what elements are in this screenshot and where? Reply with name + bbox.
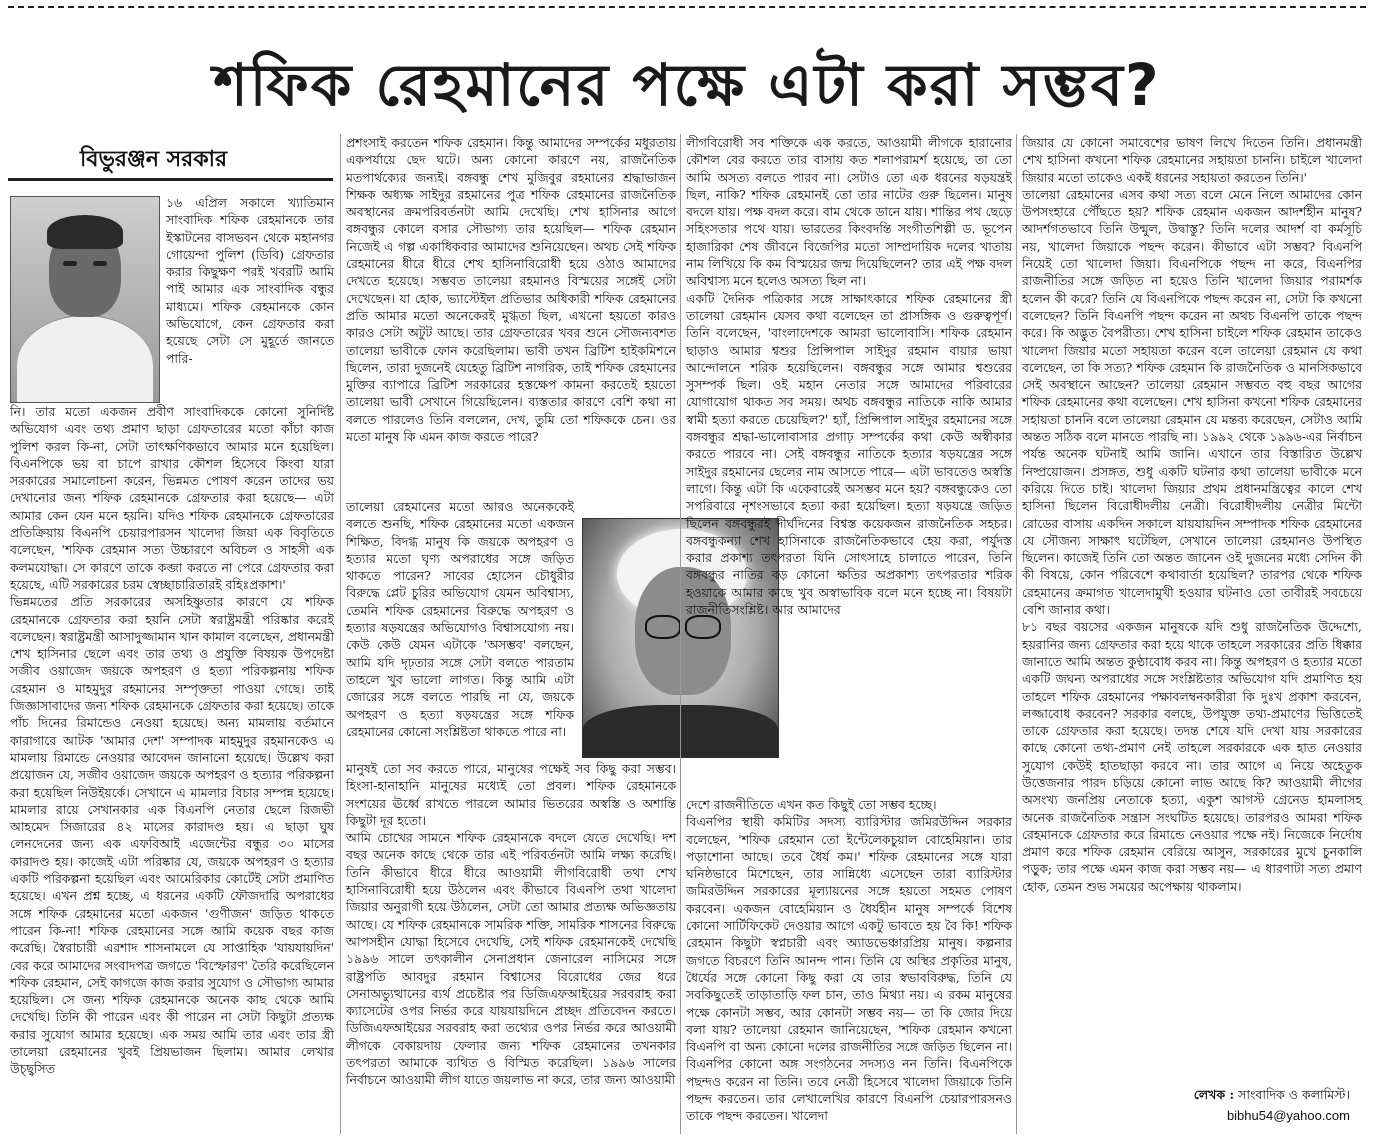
column-divider xyxy=(340,134,341,1134)
paragraph: লীগবিরোধী সব শক্তিকে এক করতে, আওয়ামী লীগকে হারানোর কৌশল বের করতে তার বাসায় কত শলাপরামর্শ হয়েছে, তা তো আমি অসত্য বলতে পারব না। সেটাও তো এক ধরনের ষড়যন্ত্রই ছিল, নাকি? শফিক রেহমানই তো তার নাটের গুরু ছিলেন। মানুষ বদলে যায়। পক্ষ বদল করে। বাম থেকে ডানে যায়। শান্তির পথ ছেড়ে সহিংসতার পথে যায়। ভারতের কিংবদন্তি সংগীতশিল্পী ড. ভূপেন হাজারিকা শেষ জীবনে বিজেপির মতো সাম্প্রদায়িক দলের খাতায় নাম লিখিয়ে কি কম বিস্ময়ের জন্ম দিয়েছিলেন? তার এই পক্ষ বদল অবিশ্বাস্য মনে হলেও অসত্য ছিল না। xyxy=(686,135,1012,289)
author-credit xyxy=(1130,1087,1350,1107)
paragraph: দেশে রাজনীতিতে এখন কত কিছুই তো সম্ভব হচ্ছে। xyxy=(686,797,937,812)
glasses-lens xyxy=(685,615,721,639)
author-photo-hair xyxy=(47,215,123,249)
column-divider xyxy=(680,134,681,1134)
paragraph: নি। তার মতো একজন প্রবীণ সাংবাদিককে কোনো সুনির্দিষ্ট অভিযোগ এবং তথ্য প্রমাণ ছাড়া গ্রেফতারের মতো কাঁচা কাজ পুলিশ করল কি-না, সেটা তাৎক্ষণিকভাবে আমার মনে হয়েছিল। বিএনপিকে ভয় বা চাপে রাখার কৌশল হিসেবে কিংবা যারা সরকারের সমালোচনা করেন, ভিন্নমত পোষণ করেন তাদের ভয় দেখানোর জন্য শফিক রেহমানকে গ্রেফতার করা হয়েছে— এটা আমার কেন যেন মনে হয়নি। যদিও শফিক রেহমানকে গ্রেফতারের প্রতিক্রিয়ায় বিএনপি চেয়ারপারসন খালেদা জিয়া এক বিবৃতিতে বলেছেন, 'শফিক রেহমান সত্য উচ্চারণে অবিচল ও সাহসী এক কলমযোদ্ধা। সে কারণে তাকে কব্জা করতে না পেরে গ্রেফতার করা হয়েছে, এটি সরকারের চরম স্বেচ্ছাচারিতারই বহিঃপ্রকাশ।' xyxy=(10,404,334,592)
author-photo xyxy=(10,196,160,403)
byline: বিভুরঞ্জন সরকার xyxy=(80,147,228,172)
paragraph: তালেয়া রেহমানের মতো আরও অনেককেই বলতে শুনছি, শফিক রেহমানের মতো একজন শিক্ষিত, বিদগ্ধ মানুষ কি জয়কে অপহরণ ও হত্যার মতো ঘৃণ্য অপরাধের সঙ্গে জড়িত থাকতে পারেন? সাবের হোসেন চৌধুরীর বিরুদ্ধে প্লেট চুরির অভিযোগ যেমন অবিশ্বাস্য, তেমনি শফিক রেহমানের বিরুদ্ধে অপহরণ ও হত্যার ষড়যন্ত্রের অভিযোগও বিশ্বাসযোগ্য নয়। কেউ কেউ যেমন এটাকে 'অসম্ভব' বলছেন, আমি যদি দৃঢ়তার সঙ্গে সেটা বলতে পারতাম তাহলে খুব ভালো লাগত। কিন্তু আমি এটা জোরের সঙ্গে বলতে পারছি না যে, জয়কে অপহরণ ও হত্যা ষড়যন্ত্রের সঙ্গে শফিক রেহমানের কোনো সংশ্লিষ্টতা থাকতে পারে না। xyxy=(346,499,574,739)
column-2-mid xyxy=(346,498,574,740)
column-2-top xyxy=(346,134,676,445)
column-1 xyxy=(10,403,334,1078)
column-2-low xyxy=(346,760,676,1089)
column-1-intro xyxy=(166,194,334,367)
paragraph: প্রশংসাই করতেন শফিক রেহমান। কিন্তু আমাদের সম্পর্কের মধুরতায় একপর্যায়ে ছেদ ঘটে। অন্য কোনো কারণে নয়, রাজনৈতিক মতপার্থক্যের জন্যই। বঙ্গবন্ধু শেখ মুজিবুর রহমানের শ্রদ্ধাভাজন শিক্ষক অধ্যক্ষ সাইদুর রহমানের পুত্র শফিক রেহমানের রাজনৈতিক অবস্থানের ক্রমপরিবর্তনটা আমি দেখেছি। শেখ হাসিনার আগে বঙ্গবন্ধুর কোলে বসার সৌভাগ্য তার হয়েছিল— শফিক রেহমান নিজেই এ গল্প একাধিকবার আমাদের শুনিয়েছেন। অথচ সেই শফিক রেহমানের ধীরে ধীরে শেখ হাসিনাবিরোধী হয়ে ওঠাও আমাদের দেখতে হয়েছে। সম্ভবত তালেয়া রহমানও বিস্ময়ের সঙ্গেই সেটা দেখেছেন। যা হোক, ভ্যাস্টেইল প্রতিভার অধিকারী শফিক রেহমানের প্রতি আমার মতো অনেকেরই মুগ্ধতা ছিল, এখনো হয়তো কারও কারও সেটা অটুট আছে। তার গ্রেফতারের খবর শুনে সৌজন্যবশত তালেয়া ভাবীকে ফোন করেছিলাম। ভাবী তখন ব্রিটিশ হাইকমিশনে ছিলেন, তারা দুজনেই যেহেতু ব্রিটিশ নাগরিক, তাই শফিক রেহমানের মুক্তির ব্যাপারে ব্রিটিশ সরকারের হস্তক্ষেপ কামনা করতেই হয়তো তালেয়া ভাবী সেখানে গিয়েছিলেন। ব্যস্ততার কারণে বেশি কথা না বলতে পারলেও তিনি বললেন, দেখ, তুমি তো শফিককে চেন। ওর মতো মানুষ কি এমন কাজ করতে পারে? xyxy=(346,135,676,445)
top-dashed-rule xyxy=(8,6,1366,8)
author-photo-shirt xyxy=(17,315,153,403)
intro-paragraph: ১৬ এপ্রিল সকালে খ্যাতিমান সাংবাদিক শফিক রেহমানকে তার ইস্কাটনের বাসভবন থেকে মহানগর গোয়েন্দা পুলিশ (ডিবি) গ্রেফতার করার কিছুক্ষণ পরই খবরটি আমি পাই আমার এক সাংবাদিক বন্ধুর মাধ্যমে। শফিক রেহমানকে কোন অভিযোগে, কেন গ্রেফতার করা হয়েছে সেটা সে মুহূর্তে জানতে পারি- xyxy=(166,195,334,366)
paragraph: ৮১ বছর বয়সের একজন মানুষকে যদি শুধু রাজনৈতিক উদ্দেশ্যে, হয়রানির জন্য গ্রেফতার করা হয়ে থাকে তাহলে সরকারের প্রতি ধিক্কার জানাতে আমি অন্তত কুণ্ঠাবোধ করব না। কিন্তু অপহরণ ও হত্যার মতো একটি জঘন্য অপরাধের সঙ্গে সংশ্লিষ্টতার অভিযোগ যদি প্রমাণিত হয় তাহলে শফিক রেহমানের পক্ষাবলম্বনকারীরা কি দুঃখ প্রকাশ করবেন, লজ্জাবোধ করবেন? সরকার বলছে, উপযুক্ত তথ্য-প্রমাণের ভিত্তিতেই তাকে গ্রেফতার করা হয়েছে। তদন্ত শেষে যদি দেখা যায় সরকারের কাছে কোনো তথ্য-প্রমাণ নেই তাহলে সরকারকে এক হাত নেওয়ার সুযোগ কেউই হাতছাড়া করবে না। তার আগে এ নিয়ে অহেতুক উত্তেজনার পারদ চড়িয়ে কোনো লাভ আছে কি? আওয়ামী লীগের অসংখ্য জনপ্রিয় নেতাকে হত্যা, একুশ আগস্ট গ্রেনেড হামলাসহ অনেক রাজনৈতিক সন্ত্রাস সংঘটিত হয়েছে। তারপরও আমরা শফিক রেহমানকে গ্রেফতার করে রিমান্ডে নেওয়ার পক্ষে নই। নিজেকে নির্দোষ প্রমাণ করে শফিক রেহমান বেরিয়ে আসুন, সরকারের মুখে চুনকালি পড়ুক; তার পক্ষে এমন কাজ করা সম্ভব নয়— এ ধারণাটা সত্য প্রমাণ হোক, তেমন শুভ সময়ের অপেক্ষায় থাকলাম। xyxy=(1022,619,1362,894)
column-4 xyxy=(1022,134,1362,895)
author-description: সাংবাদিক ও কলামিস্ট। xyxy=(1238,1087,1350,1102)
paragraph: মানুষই তো সব করতে পারে, মানুষের পক্ষেই সব কিছু করা সম্ভব। হিংসা-হানাহানি মানুষের মধ্যেই তো প্রবল। শফিক রেহমানকে সংশয়ের ঊর্ধ্বে রাখতে পারলে আমার ভিতরের অস্বস্তি ও অশান্তি কিছুটা দূর হতো। xyxy=(346,761,676,828)
glasses-lens xyxy=(645,615,681,639)
column-3-top xyxy=(686,134,1012,618)
paragraph: ভিন্নমতের প্রতি সরকারের অসহিষ্ণুতার কারণে যে শফিক রেহমানকে গ্রেফতার করা হয়নি সেটা স্বরাষ্ট্রমন্ত্রী পরিষ্কার করেই বলেছেন। স্বরাষ্ট্রমন্ত্রী আসাদুজ্জামান খান কামাল বলেছেন, প্রধানমন্ত্রী শেখ হাসিনার ছেলে এবং তার তথ্য ও প্রযুক্তি বিষয়ক উপদেষ্টা সজীব ওয়াজেদ জয়কে অপহরণ ও হত্যা পরিকল্পনায় শফিক রেহমান ও মাহমুদুর রহমানের সম্পৃক্ততা পাওয়া গেছে। তাই জিজ্ঞাসাবাদের জন্য শফিক রেহমানকে গ্রেফতার করা হয়েছে। তাকে পাঁচ দিনের রিমান্ডেও নেওয়া হয়েছে। অন্য মামলায় বর্তমানে কারাগারে আটক 'আমার দেশ' সম্পাদক মাহমুদুর রহমানকেও এ মামলায় রিমান্ডে নেওয়ার আবেদন জানানো হয়েছে। উল্লেখ করা প্রয়োজন যে, সজীব ওয়াজেদ জয়কে অপহরণ ও হত্যার পরিকল্পনা করা হয়েছিল নিউইয়র্কে। সেখানে এ মামলার বিচার সম্পন্ন হয়েছে। মামলার রায়ে সেখানকার এক বিএনপি নেতার ছেলে রিজভী আহমেদ সিজারের ৪২ মাসের কারাদণ্ড হয়। এ ছাড়া ঘুষ লেনদেনের জন্য এক এফবিআই এজেন্টের বন্ধুর ৩০ মাসের কারাদণ্ড হয়। কাজেই এটা পরিষ্কার যে, জয়কে অপহরণ ও হত্যার একটি পরিকল্পনা হয়েছিল এবং আমেরিকার কোর্টেই সেটা প্রমাণিত হয়েছে। এখন প্রশ্ন হচ্ছে, এ ধরনের একটি ফৌজদারি অপরাধের সঙ্গে শফিক রেহমানের মতো একজন 'গুণীজন' জড়িত থাকতে পারেন কি-না! শফিক রেহমানের সঙ্গে আমি কয়েক বছর কাজ করেছি। স্বৈরাচারী এরশাদ শাসনামলে যে সাপ্তাহিক 'যায়যায়দিন' বের করে আমাদের সংবাদপত্র জগতে 'বিস্ফোরণ' তৈরি করেছিলেন শফিক রেহমান, সেই কাগজে কাজ করার সুযোগ ও সৌভাগ্য আমার হয়েছিল। সে জন্য শফিক রেহমানকে অনেক কাছ থেকে আমি দেখেছি। তিনি কী পারেন এবং কী পারেন না সেটা কিছুটা প্রত্যক্ষ করার সুযোগ আমার হয়েছে। এক সময় আমি তার এবং তার স্ত্রী তালেয়া রেহমানের খুবই প্রিয়ভাজন ছিলাম। আমার লেখার উচ্ছ্বসিত xyxy=(10,594,334,1077)
column-3-low xyxy=(686,796,1012,1125)
author-photo-eye xyxy=(93,261,107,266)
paragraph: তালেয়া রেহমানের এসব কথা সত্য বলে মেনে নিলে আমাদের কোন উপসংহারে পৌঁছতে হয়? শফিক রেহমান একজন আদর্শহীন মানুষ? আদর্শগতভাবে তিনি উন্মুল, উদ্বাস্তু? তিনি দলের আদর্শ বা কর্মসূচি নয়, খালেদা জিয়াকে পছন্দ করেন। কীভাবে এটা সম্ভব? বিএনপি নিয়েই তো খালেদা জিয়া। বিএনপিকে পছন্দ না করে, বিএনপির রাজনীতির সঙ্গে জড়িত না হয়েও তিনি খালেদা জিয়ার পরামর্শক হলেন কী করে? তিনি যে বিএনপিকে পছন্দ করেন না, সেটা কি কখনো বলেছেন? তিনি বিএনপি পছন্দ করেন না অথচ বিএনপি তাকে পছন্দ করে। কি অদ্ভুত বৈপরীত্য। শেখ হাসিনা চাইলে শফিক রেহমান তাকেও খালেদা জিয়ার মতো সহায়তা করেন বলে তালেয়া রেহমান যে কথা বলেছেন, তা কি সত্য? শফিক রেহমান কি রাজনৈতিক ও মানসিকভাবে সেই অবস্থানে আছেন? তালেয়া রেহমান সম্ভবত বহু বছর আগের শফিক রেহমানের কথা বলেছেন। শেখ হাসিনা কখনো শফিক রেহমানের সহায়তা চাননি বলে তালেয়া রেহমান যে মন্তব্য করেছেন, সেটাও আমি অন্তত সঠিক বলে মানতে পারছি না। ১৯৯২ থেকে ১৯৯৬-এর নির্বাচন পর্যন্ত অনেক ঘটনাই আমি জানি। এখানে তার বিস্তারিত উল্লেখ নিষ্প্রয়োজন। প্রসঙ্গত, শুধু একটি ঘটনার কথা তালেয়া ভাবীকে মনে করিয়ে দিতে চাই। খালেদা জিয়ার প্রথম প্রধানমন্ত্রিত্বের কালে শেখ হাসিনা ছিলেন বিরোধীদলীয় নেত্রী। বিরোধীদলীয় নেত্রীর মিন্টো রোডের বাসায় একদিন সকালে যায়যায়দিন সম্পাদক শফিক রেহমানের যে সৌজন্য সাক্ষাৎ ঘটেছিল, সেখানে তালেয়া রেহমানও উপস্থিত ছিলেন। কাজেই তিনি তো অন্তত জানেন ওই দুজনের মধ্যে সেদিন কী কী বিষয়ে, কোন পরিবেশে কথাবার্তা হয়েছিল? তারপর থেকে শফিক রেহমানের ক্রমাগত খালেদামুখী হওয়ার ঘটনাও তো তাবীরই সবচেয়ে বেশি জানার কথা। xyxy=(1022,186,1362,618)
paragraph: জিয়ার যে কোনো সমাবেশের ভাষণ লিখে দিতেন তিনি। প্রধানমন্ত্রী শেখ হাসিনা কখনো শফিক রেহমানের সহায়তা চাননি। চাইলে খালেদা জিয়ার মতো তাকেও একই ধরনের সহায়তা করতেন তিনি।' xyxy=(1022,135,1362,185)
column-divider xyxy=(1016,134,1017,1134)
paragraph: আমি চোখের সামনে শফিক রেহমানকে বদলে যেতে দেখেছি। দশ বছর অনেক কাছে থেকে তার এই পরিবর্তনটা আমি লক্ষ্য করেছি। তিনি কীভাবে ধীরে ধীরে আওয়ামী লীগবিরোধী তথা শেখ হাসিনাবিরোধী হয়ে উঠলেন এবং কীভাবে বিএনপি তথা খালেদা জিয়ার অনুরাগী হয়ে উঠলেন, সেটা তো আমার প্রত্যক্ষ অভিজ্ঞতায় আছে। যে শফিক রেহমানকে সামরিক শক্তি, সামরিক শাসনের বিরুদ্ধে আপসহীন যোদ্ধা হিসেবে দেখেছি, সেই শফিক রেহমানকেই দেখেছি ১৯৯৬ সালে তৎকালীন সেনাপ্রধান জেনারেল নাসিমের সঙ্গে রাষ্ট্রপতি আবদুর রহমান বিশ্বাসের বিরোধের জের ধরে সেনাঅভ্যুত্থানের ব্যর্থ প্রচেষ্টার পর ডিজিএফআইয়ের সরবরাহ করা ক্যাসেটের ওপর নির্ভর করে যায়যায়দিনে প্রচ্ছদ প্রতিবেদন করতে। ডিজিএফআইয়ের সরবরাহ করা তথ্যের ওপর নির্ভর করে আওয়ামী লীগকে বেকায়দায় ফেলার জন্য শফিক রেহমানের তখনকার তৎপরতা আমাকে ব্যথিত ও বিস্মিত করেছিল। ১৯৯৬ সালের নির্বাচনে আওয়ামী লীগ যাতে জয়লাভ না করে, তার জন্য আওয়ামী xyxy=(346,830,676,1088)
author-email[interactable]: bibhu54@yahoo.com xyxy=(1226,1108,1350,1123)
headline: শফিক রেহমানের পক্ষে এটা করা সম্ভব? xyxy=(213,51,1161,119)
author-label: লেখক : xyxy=(1193,1087,1235,1102)
author-photo-eye xyxy=(63,261,77,266)
paragraph: একটি দৈনিক পত্রিকার সঙ্গে সাক্ষাৎকারে শফিক রেহমানের স্ত্রী তালেয়া রেহমান যেসব কথা বলেছেন তা প্রাসঙ্গিক ও গুরুত্বপূর্ণ। তিনি বলেছেন, 'বাংলাদেশকে আমরা ভালোবাসি। শফিক রেহমান ছাড়াও আমার শ্বশুর প্রিন্সিপাল সাইদুর রহমান বায়ার ভায়া আন্দোলনে শরিক হয়েছিলেন। বঙ্গবন্ধুর সঙ্গে আমার শ্বশুরের সুসম্পর্ক ছিল। ওই মহান নেতার সঙ্গে আমাদের পরিবারের যোগাযোগ থাকত সব সময়। অথচ বঙ্গবন্ধুর নাতিকে নাকি আমার স্বামী হত্যা করতে চেয়েছিল?' হ্যাঁ, প্রিন্সিপাল সাইদুর রহমানের সঙ্গে বঙ্গবন্ধুর শ্রদ্ধা-ভালোবাসার প্রগাঢ় সম্পর্কের কথা কেউ অস্বীকার করতে পারবে না। সেই বঙ্গবন্ধুর নাতিকে হত্যার ষড়যন্ত্রের সঙ্গে সাইদুর রহমানের ছেলের নাম আসতে পারে— এটা ভাবতেও অস্বস্তি লাগে। কিন্তু এটা কি একেবারেই অসম্ভব মনে হয়? বঙ্গবন্ধুকেও তো সপরিবারে নৃশংসভাবে হত্যা করা হয়েছিল। হত্যা ষড়যন্ত্রে জড়িত ছিলেন বঙ্গবন্ধুরই দীর্ঘদিনের বিশ্বস্ত কয়েকজন রাজনৈতিক সহচর। বঙ্গবন্ধুকন্যা শেখ হাসিনাকে রাজনৈতিকভাবে হেয় করা, পর্যুদস্ত করার প্রকাশ্য তৎপরতা যিনি সোৎসাহে চালাতে পারেন, তিনি বঙ্গবন্ধুর নাতির বড় কোনো ক্ষতির অপ্রকাশ্য তৎপরতার শরিক হওয়াকে আমার কাছে খুব অস্বাভাবিক বলে মনে হচ্ছে না। বিষয়টা রাজনীতিসংশ্লিষ্ট। আর আমাদের xyxy=(686,290,1012,618)
byline-rule xyxy=(8,178,333,181)
paragraph: বিএনপির স্থায়ী কমিটির সদস্য ব্যারিস্টার জমিরউদ্দিন সরকার বলেছেন, 'শফিক রেহমান তো ইন্টেলেকচুয়াল বোহেমিয়ান। তার পড়াশোনা আছে। তবে ধৈর্য কম।' শফিক রেহমানের সঙ্গে যারা ঘনিষ্ঠভাবে মিশেছেন, তার সান্নিধ্যে এসেছেন তারা ব্যারিস্টার জমিরউদ্দিন সরকারের মূল্যায়নের সঙ্গে হয়তো সহমত পোষণ করবেন। একজন বোহেমিয়ান ও ধৈর্যহীন মানুষ সম্পর্কে বিশেষ কোনো সার্টিফিকেট দেওয়ার আগে একটু ভাবতে হয় বৈ কি! শফিক রেহমান কিছুটা স্বপ্নচারী এবং অ্যাডভেঞ্চারপ্রিয় মানুষ। কল্পনার জগতে বিচরণে তিনি আনন্দ পান। তিনি যে অস্থির প্রকৃতির মানুষ, ধৈর্যের সঙ্গে কোনো কিছু করা যে তার স্বভাববিরুদ্ধ, তিনি যে সবকিছুতেই তাড়াতাড়ি ফল চান, তাও মিথ্যা নয়। এ রকম মানুষের পক্ষে কোনটা সম্ভব, আর কোনটা সম্ভব নয়— তা কি জোর দিয়ে বলা যায়? তালেয়া রেহমান জানিয়েছেন, 'শফিক রেহমান কখনো বিএনপি বা অন্য কোনো দলের রাজনীতির সঙ্গে জড়িত ছিলেন না। বিএনপির কোনো অঙ্গ সংগঠনের সদস্যও নন তিনি। বিএনপিকে পছন্দও করেন না তিনি। তবে নেত্রী হিসেবে খালেদা জিয়াকে তিনি পছন্দ করতেন। তার লেখালেখির কারণে বিএনপি চেয়ারপারসনও তাকে পছন্দ করতেন। খালেদা xyxy=(686,814,1012,1124)
